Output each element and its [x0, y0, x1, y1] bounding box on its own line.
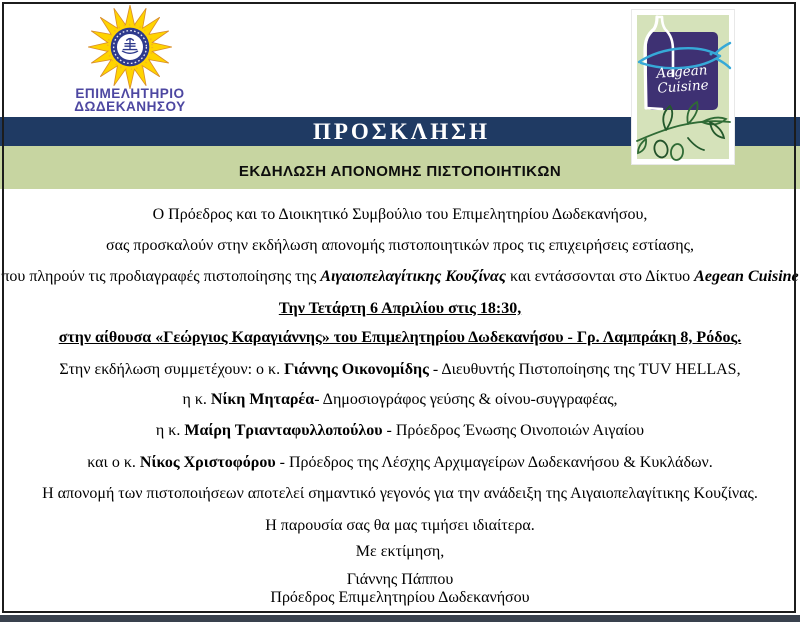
bottom-bar	[0, 615, 800, 622]
sun-icon	[88, 5, 172, 89]
aegean-cuisine-logo	[632, 10, 734, 164]
aegean-logo-wordmark	[646, 63, 719, 98]
chamber-logo	[58, 5, 202, 113]
speaker-line-2: η κ. Νίκη Μηταρέα- Δημοσιογράφος γεύσης & οίνου-συγγραφέας,	[182, 391, 618, 408]
intro-line-1: Ο Πρόεδρος και το Διοικητικό Συμβούλιο του Επιμελητηρίου Δωδεκανήσου,	[152, 206, 648, 223]
speaker-line-1: Στην εκδήλωση συμμετέχουν: ο κ. Γιάννης Οικονομίδης - Διευθυντής Πιστοποίησης της TUV HELLAS,	[59, 361, 741, 378]
signature-title: Πρόεδρος Επιμελητηρίου Δωδεκανήσου	[270, 589, 530, 606]
invitation-title: ΠΡΟΣΚΛΗΣΗ	[312, 119, 491, 144]
regards-line: Με εκτίμηση,	[355, 543, 445, 560]
speaker-line-4: και ο κ. Νίκος Χριστοφόρου - Πρόεδρος της Λέσχης Αρχιμαγείρων Δωδεκανήσου & Κυκλάδων.	[87, 454, 713, 471]
chamber-name-line2: ΔΩΔΕΚΑΝΗΣΟΥ	[74, 98, 186, 114]
signature-name: Γιάννης Πάππου	[346, 571, 454, 588]
closing-line-2: Η παρουσία σας θα μας τιμήσει ιδιαίτερα.	[265, 517, 535, 534]
intro-line-2: σας προσκαλούν στην εκδήλωση απονομής πιστοποιητικών προς τις επιχειρήσεις εστίασης,	[106, 237, 694, 254]
event-date-line: Την Τετάρτη 6 Απριλίου στις 18:30,	[278, 300, 522, 317]
chamber-name	[60, 87, 200, 113]
closing-line-1: Η απονομή των πιστοποιήσεων αποτελεί σημαντικό γεγονός για την ανάδειξη της Αιγαιοπελαγίτικης Κουζίνας.	[42, 485, 758, 502]
event-venue-line: στην αίθουσα «Γεώργιος Καραγιάννης» του Επιμελητηρίου Δωδεκανήσου - Γρ. Λαμπράκη 8, Ρόδος.	[58, 329, 742, 346]
speaker-line-3: η κ. Μαίρη Τριανταφυλλοπούλου - Πρόεδρος Ένωσης Οινοποιών Αιγαίου	[155, 422, 645, 439]
chamber-name-line1: ΕΠΙΜΕΛΗΤΗΡΙΟ	[75, 85, 185, 101]
aegean-logo-line2: Cuisine	[656, 77, 710, 97]
olive-branch-icon	[637, 102, 730, 161]
invitation-subtitle: ΕΚΔΗΛΩΣΗ ΑΠΟΝΟΜΗΣ ΠΙΣΤΟΠΟΙΗΤΙΚΩΝ	[238, 162, 562, 180]
aegean-logo-line1: Aegean	[655, 62, 709, 82]
intro-line-3: που πληρούν τις προδιαγραφές πιστοποίησης της Αιγαιοπελαγίτικης Κουζίνας και εντάσσονται στο Δίκτυο Aegean Cuisine	[1, 268, 799, 285]
